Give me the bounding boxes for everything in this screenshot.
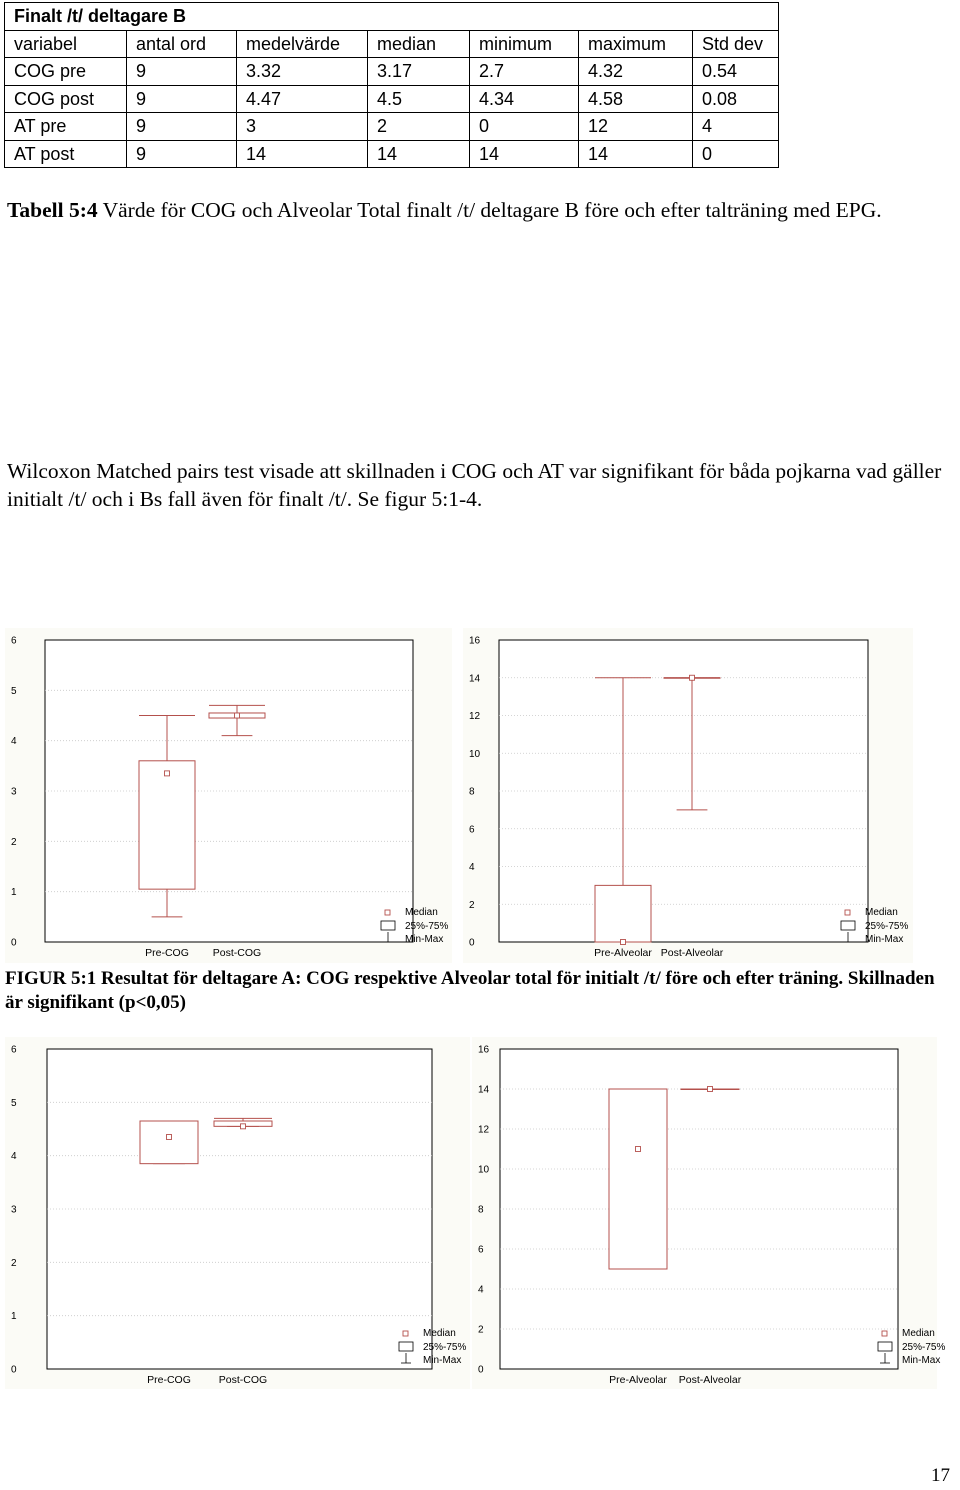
- iqr-box: [609, 1089, 667, 1269]
- y-tick-label: 2: [469, 899, 475, 911]
- table-header-cell: medelvärde: [237, 30, 368, 58]
- y-tick-label: 14: [478, 1084, 490, 1096]
- y-tick-label: 14: [469, 673, 481, 685]
- table-cell: 0.08: [693, 85, 779, 113]
- table-cell: 9: [127, 140, 237, 168]
- y-tick-label: 0: [478, 1364, 484, 1376]
- table-cell: COG post: [5, 85, 127, 113]
- chart-panel-cog-1: [5, 628, 452, 963]
- y-tick-label: 1: [11, 1311, 17, 1323]
- legend-whisker-label: Min-Max: [423, 1355, 462, 1366]
- chart-panel-alveolar-2: [472, 1037, 946, 1389]
- table-cell: 14: [579, 140, 693, 168]
- chart-panel-alveolar-1: [463, 628, 913, 963]
- legend-median-label: Median: [865, 907, 898, 918]
- table-cell: 9: [127, 113, 237, 141]
- legend-median-icon: [385, 910, 390, 915]
- table-header-cell: median: [368, 30, 470, 58]
- median-marker: [708, 1087, 713, 1092]
- legend-median-icon: [882, 1331, 887, 1336]
- table-header-row: [5, 30, 779, 58]
- table-cell: 4.34: [470, 85, 579, 113]
- table-cell: 3.32: [237, 58, 368, 86]
- y-tick-label: 6: [469, 824, 475, 836]
- y-tick-label: 5: [11, 1097, 17, 1109]
- y-tick-label: 16: [478, 1044, 490, 1056]
- legend-box-icon: [381, 921, 395, 930]
- table-header-cell: Std dev: [693, 30, 779, 58]
- table-cell: 0: [693, 140, 779, 168]
- table-cell: 4.58: [579, 85, 693, 113]
- results-paragraph: Wilcoxon Matched pairs test visade att skillnaden i COG och AT var signifikant för båda pojkarna vad gäller initialt /t/ och i Bs fall även för finalt /t/. Se figur 5:1-4.: [7, 459, 942, 511]
- legend-median-icon: [403, 1331, 408, 1336]
- x-category-label: Pre-Alveolar: [609, 1374, 667, 1386]
- boxplot-cog-2: [5, 1037, 470, 1389]
- median-marker: [165, 771, 170, 776]
- table-header-cell: minimum: [470, 30, 579, 58]
- table-header-cell: antal ord: [127, 30, 237, 58]
- y-tick-label: 8: [478, 1204, 484, 1216]
- median-marker: [167, 1135, 172, 1140]
- y-tick-label: 8: [469, 786, 475, 798]
- y-tick-label: 0: [11, 1364, 17, 1376]
- table-cell: 3.17: [368, 58, 470, 86]
- legend-median-icon: [845, 910, 850, 915]
- table-caption-label: Tabell 5:4: [7, 198, 98, 222]
- table-row: [5, 140, 779, 168]
- y-tick-label: 10: [469, 748, 481, 760]
- iqr-box: [595, 885, 651, 942]
- legend-box-icon: [878, 1342, 892, 1351]
- y-tick-label: 1: [11, 887, 17, 899]
- legend-median-label: Median: [405, 907, 438, 918]
- y-tick-label: 3: [11, 786, 17, 798]
- table-row: [5, 58, 779, 86]
- legend-box-icon: [841, 921, 855, 930]
- table-cell: AT pre: [5, 113, 127, 141]
- median-marker: [241, 1124, 246, 1129]
- legend-box-icon: [399, 1342, 413, 1351]
- median-marker: [235, 713, 240, 718]
- table-cell: 4.47: [237, 85, 368, 113]
- legend-whisker-label: Min-Max: [865, 934, 904, 945]
- y-tick-label: 6: [11, 635, 17, 647]
- boxplot-alveolar-2: [472, 1037, 946, 1389]
- legend-whisker-label: Min-Max: [405, 934, 444, 945]
- table-cell: AT post: [5, 140, 127, 168]
- table-cell: 2: [368, 113, 470, 141]
- y-tick-label: 10: [478, 1164, 490, 1176]
- legend-box-label: 25%-75%: [405, 921, 449, 932]
- table-cell: 0.54: [693, 58, 779, 86]
- y-tick-label: 4: [478, 1284, 484, 1296]
- y-tick-label: 12: [478, 1124, 490, 1136]
- table-row: [5, 113, 779, 141]
- y-tick-label: 4: [469, 862, 475, 873]
- legend-median-label: Median: [902, 1328, 935, 1339]
- legend-box-label: 25%-75%: [423, 1342, 467, 1353]
- y-tick-label: 12: [469, 711, 481, 722]
- table-cell: 14: [237, 140, 368, 168]
- x-category-label: Post-COG: [218, 1374, 268, 1386]
- iqr-box: [139, 761, 195, 889]
- table-cell: 4: [693, 113, 779, 141]
- x-category-label: Pre-Alveolar: [594, 947, 652, 959]
- iqr-box: [140, 1121, 198, 1164]
- median-marker: [690, 675, 695, 680]
- chart-panel-cog-2: [5, 1037, 470, 1389]
- table-cell: 2.7: [470, 58, 579, 86]
- table-cell: 3: [237, 113, 368, 141]
- table-title-row: [5, 3, 779, 31]
- legend-box-label: 25%-75%: [865, 921, 909, 932]
- table-cell: 9: [127, 85, 237, 113]
- x-category-label: Pre-COG: [145, 947, 189, 959]
- y-tick-label: 2: [478, 1324, 484, 1336]
- y-tick-label: 6: [11, 1044, 17, 1056]
- x-category-label: Post-Alveolar: [678, 1374, 742, 1386]
- y-tick-label: 4: [11, 1151, 17, 1163]
- y-tick-label: 3: [11, 1204, 17, 1216]
- boxplot-alveolar-1: [463, 628, 913, 963]
- table-cell: 12: [579, 113, 693, 141]
- y-tick-label: 2: [11, 1257, 17, 1269]
- table-row: [5, 85, 779, 113]
- results-table: [4, 2, 779, 168]
- plot-frame: [499, 640, 868, 942]
- table-header-cell: maximum: [579, 30, 693, 58]
- x-category-label: Post-COG: [212, 947, 262, 959]
- legend-whisker-label: Min-Max: [902, 1355, 941, 1366]
- table-cell: 0: [470, 113, 579, 141]
- boxplot-cog-1: [5, 628, 452, 963]
- median-marker: [621, 940, 626, 945]
- figure-caption: FIGUR 5:1 Resultat för deltagare A: COG respektive Alveolar total för initialt /t/ före och efter träning. Skillnaden är signifikant (p<0,05): [5, 968, 935, 1013]
- table-cell: 4.5: [368, 85, 470, 113]
- y-tick-label: 16: [469, 635, 481, 647]
- table-cell: 4.32: [579, 58, 693, 86]
- table-cell: 14: [368, 140, 470, 168]
- y-tick-label: 4: [11, 736, 17, 748]
- y-tick-label: 6: [478, 1244, 484, 1256]
- y-tick-label: 0: [469, 937, 475, 949]
- table-cell: 9: [127, 58, 237, 86]
- legend-box-label: 25%-75%: [902, 1342, 946, 1353]
- x-category-label: Pre-COG: [147, 1374, 191, 1386]
- y-tick-label: 0: [11, 937, 17, 949]
- table-caption: [7, 196, 947, 224]
- page-number: 17: [931, 1465, 950, 1486]
- table-header-cell: variabel: [5, 30, 127, 58]
- table-title: Finalt /t/ deltagare B: [5, 3, 779, 31]
- x-category-label: Post-Alveolar: [660, 947, 724, 959]
- legend-median-label: Median: [423, 1328, 456, 1339]
- table-caption-text: Värde för COG och Alveolar Total finalt /t/ deltagare B före och efter talträning med EPG.: [97, 198, 882, 222]
- median-marker: [636, 1147, 641, 1152]
- y-tick-label: 2: [11, 836, 17, 848]
- y-tick-label: 5: [11, 685, 17, 697]
- table-cell: COG pre: [5, 58, 127, 86]
- table-cell: 14: [470, 140, 579, 168]
